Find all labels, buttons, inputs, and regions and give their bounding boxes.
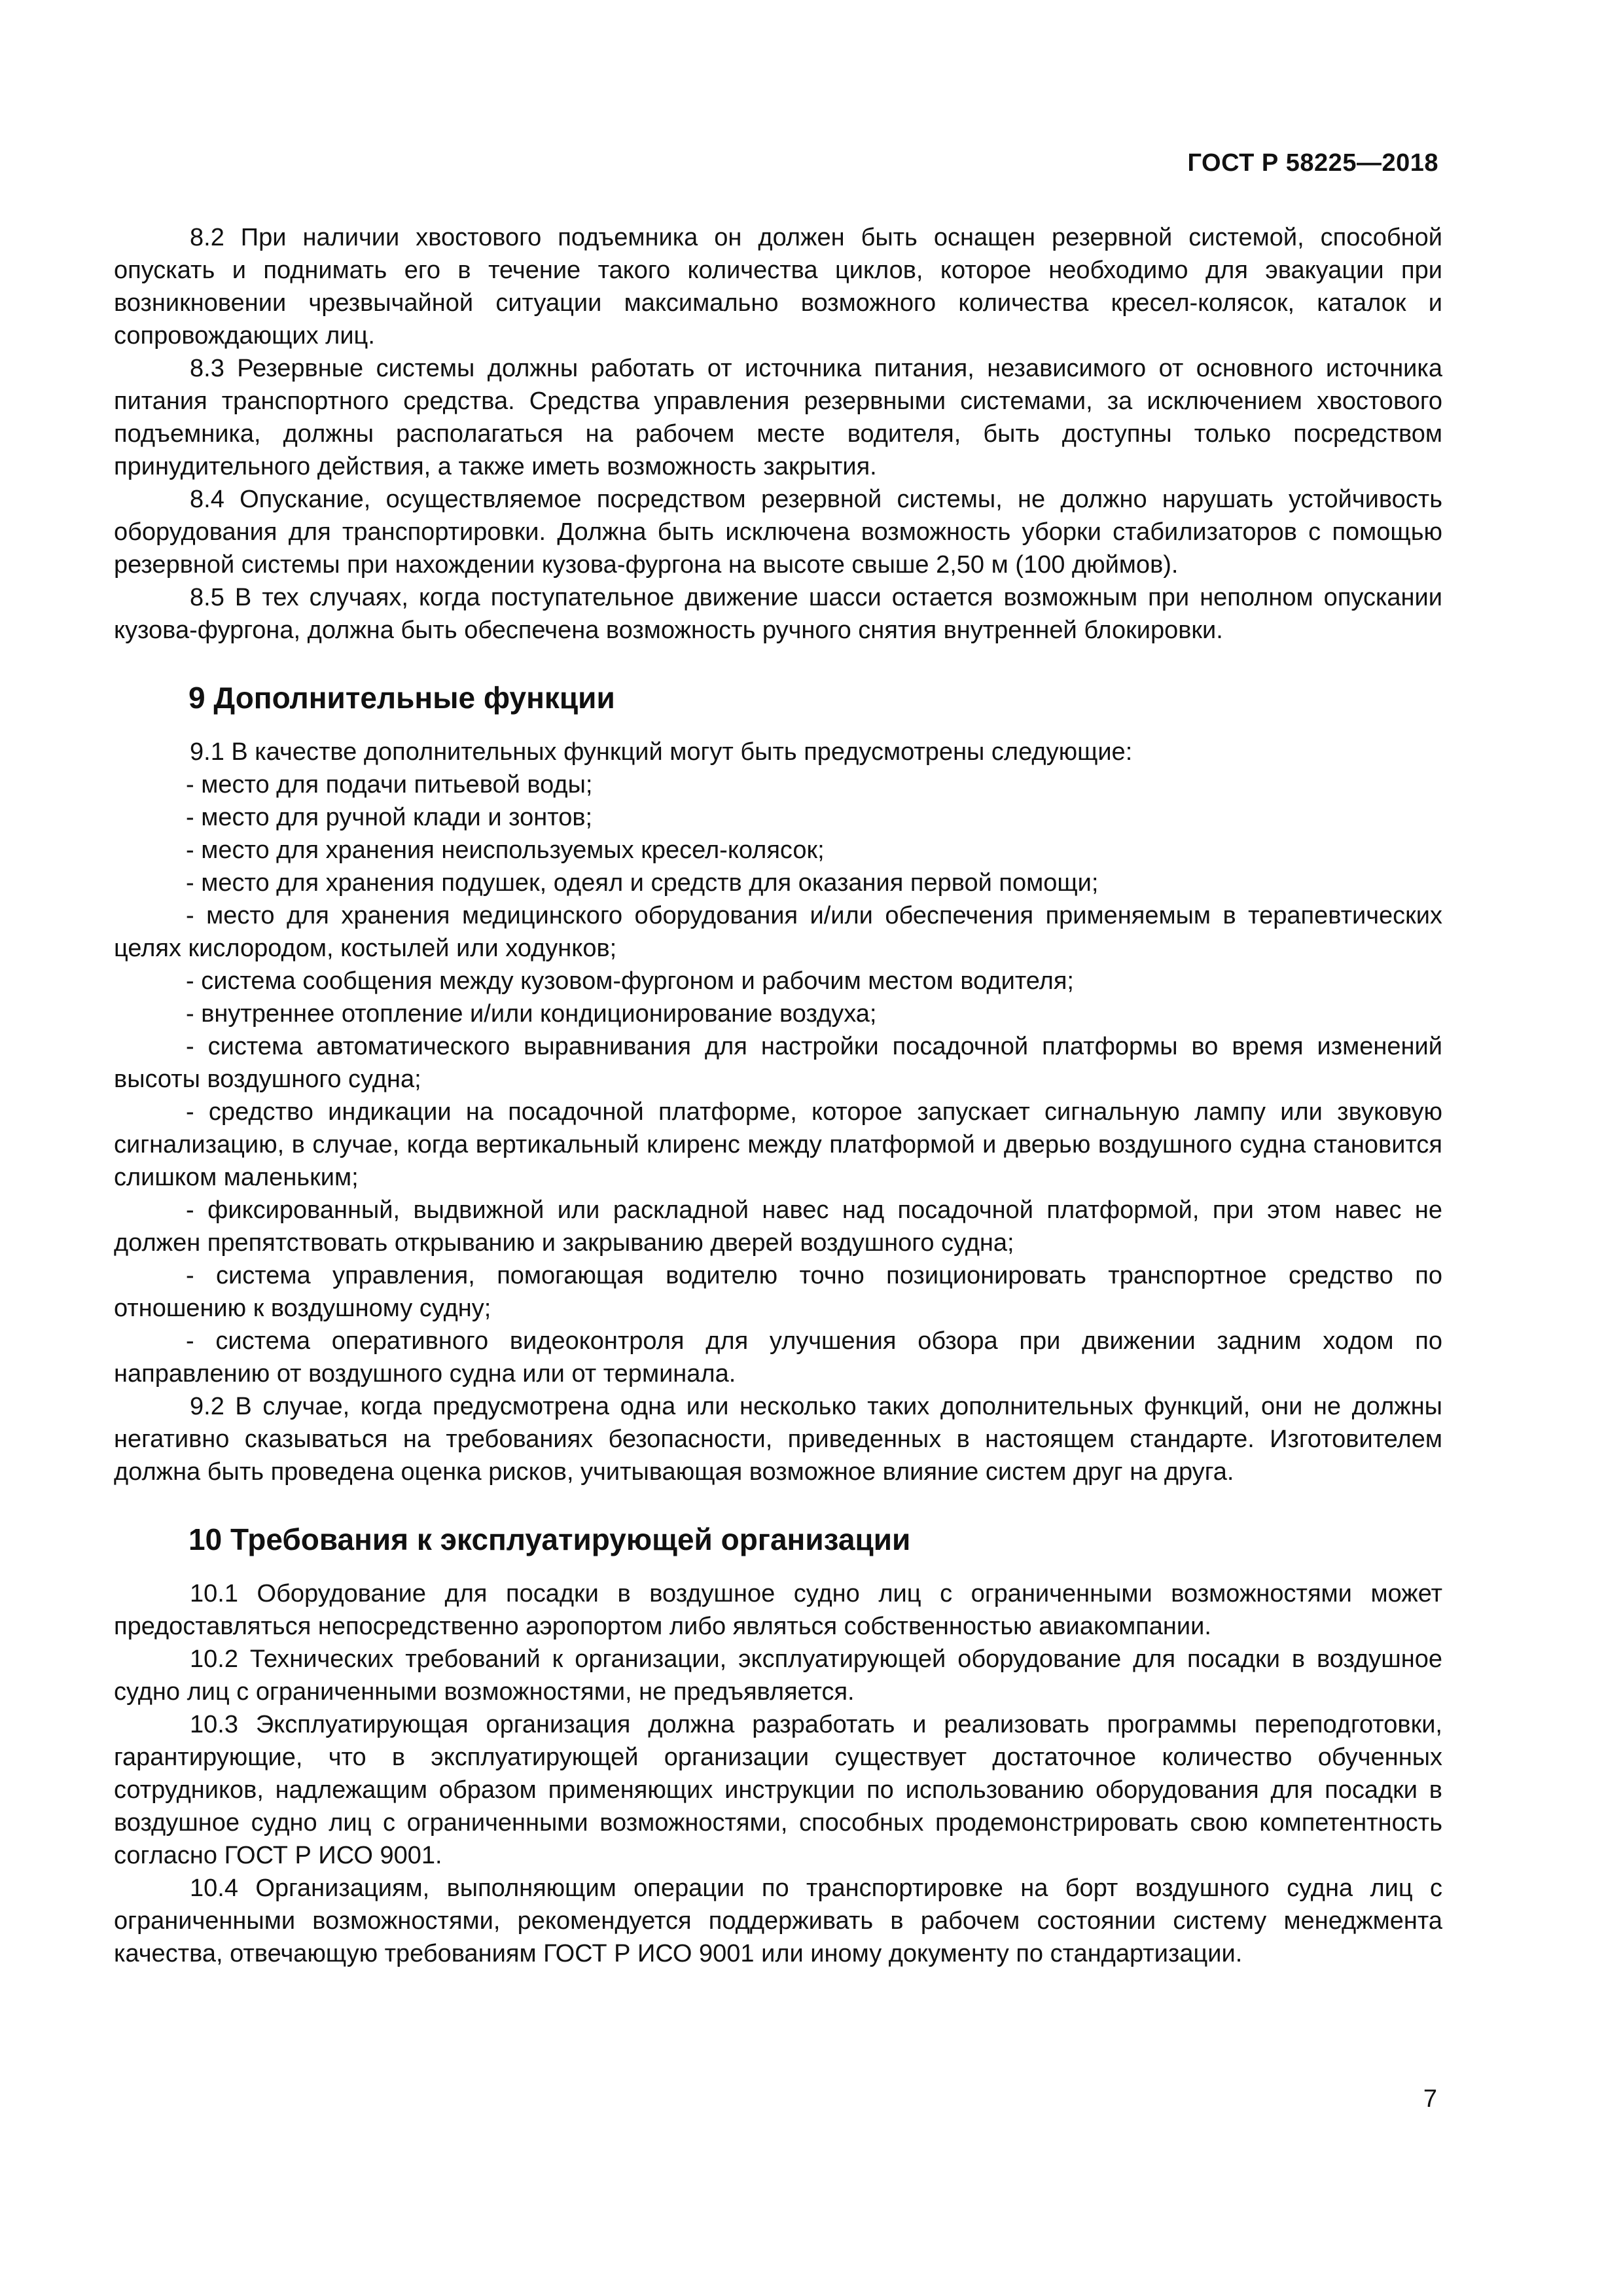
list-item: - система сообщения между кузовом-фургоном и рабочим местом водителя; — [186, 967, 1074, 995]
list-item: - место для хранения подушек, одеял и средств для оказания первой помощи; — [186, 869, 1099, 897]
list-item: - система управления, помогающая водителю точно позиционировать транспортное средство по отношению к воздушному судну; — [114, 1262, 1442, 1322]
paragraph-8-2: 8.2 При наличии хвостового подъемника он должен быть оснащен резервной системой, способной опускать и поднимать его в течение такого количества циклов, которое необходимо для эвакуации при возникновении чрезвычайной ситуации максимально возможного количества кресел-колясок, каталок и сопровождающих лиц. — [114, 224, 1442, 350]
paragraph-10-1: 10.1 Оборудование для посадки в воздушное судно лиц с ограниченными возможностями может предоставляться непосредственно аэропортом либо являться собственностью авиакомпании. — [114, 1580, 1442, 1640]
list-item: - место для подачи питьевой воды; — [186, 771, 593, 798]
list-item: - фиксированный, выдвижной или раскладной навес над посадочной платформой, при этом навес не должен препятствовать открыванию и закрыванию дверей воздушного судна; — [114, 1196, 1442, 1257]
paragraph-10-4: 10.4 Организациям, выполняющим операции по транспортировке на борт воздушного судна лиц с ограниченными возможностями, рекомендуется поддерживать в рабочем состоянии систему менеджмента качества, отвечающую требованиям ГОСТ Р ИСО 9001 или иному документу по стандартизации. — [114, 1874, 1442, 1967]
list-item: - средство индикации на посадочной платформе, которое запускает сигнальную лампу или звуковую сигнализацию, в случае, когда вертикальный клиренс между платформой и дверью воздушного судна становится слишком маленьким; — [114, 1098, 1442, 1191]
list-item: - внутреннее отопление и/или кондиционирование воздуха; — [186, 1000, 877, 1028]
list-item: - система автоматического выравнивания для настройки посадочной платформы во время изменений высоты воздушного судна; — [114, 1033, 1442, 1093]
list-item: - место для хранения медицинского оборудования и/или обеспечения применяемым в терапевтических целях кислородом, костылей или ходунков; — [114, 902, 1442, 962]
paragraph-9-1: 9.1 В качестве дополнительных функций могут быть предусмотрены следующие: — [190, 738, 1133, 766]
list-item: - место для хранения неиспользуемых кресел-колясок; — [186, 836, 825, 864]
document-body — [114, 221, 1442, 1970]
paragraph-8-4: 8.4 Опускание, осуществляемое посредством резервной системы, не должно нарушать устойчивость оборудования для транспортировки. Должна быть исключена возможность уборки стабилизаторов с помощью резервной системы при нахождении кузова-фургона на высоте свыше 2,50 м (100 дюймов). — [114, 486, 1442, 579]
section-10-heading: 10 Требования к эксплуатирующей организации — [188, 1522, 911, 1556]
paragraph-10-2: 10.2 Технических требований к организации, эксплуатирующей оборудование для посадки в воздушное судно лиц с ограниченными возможностями, не предъявляется. — [114, 1645, 1442, 1706]
section-9-list — [114, 768, 1442, 1390]
list-item: - система оперативного видеоконтроля для улучшения обзора при движении задним ходом по направлению от воздушного судна или от терминала. — [114, 1327, 1442, 1388]
page-number: 7 — [1423, 2085, 1437, 2113]
paragraph-9-2: 9.2 В случае, когда предусмотрена одна или несколько таких дополнительных функций, они не должны негативно сказываться на требованиях безопасности, приведенных в настоящем стандарте. Изготовителем должна быть проведена оценка рисков, учитывающая возможное влияние систем друг на друга. — [114, 1393, 1442, 1486]
section-9-heading: 9 Дополнительные функции — [188, 681, 615, 715]
paragraph-10-3: 10.3 Эксплуатирующая организация должна разработать и реализовать программы переподготовки, гарантирующие, что в эксплуатирующей организации существует достаточное количество обученных сотрудников, надлежащим образом применяющих инструкции по использованию оборудования для посадки в воздушное судно лиц с ограниченными возможностями, способных продемонстрировать свою компетентность согласно ГОСТ Р ИСО 9001. — [114, 1711, 1442, 1869]
list-item: - место для ручной клади и зонтов; — [186, 804, 593, 831]
document-code-header: ГОСТ Р 58225—2018 — [1187, 149, 1438, 177]
paragraph-8-3: 8.3 Резервные системы должны работать от источника питания, независимого от основного источника питания транспортного средства. Средства управления резервными системами, за исключением хвостового подъемника, должны располагаться на рабочем месте водителя, быть доступны только посредством принудительного действия, а также иметь возможность закрытия. — [114, 355, 1442, 480]
paragraph-8-5: 8.5 В тех случаях, когда поступательное движение шасси остается возможным при неполном опускании кузова-фургона, должна быть обеспечена возможность ручного снятия внутренней блокировки. — [114, 584, 1442, 644]
